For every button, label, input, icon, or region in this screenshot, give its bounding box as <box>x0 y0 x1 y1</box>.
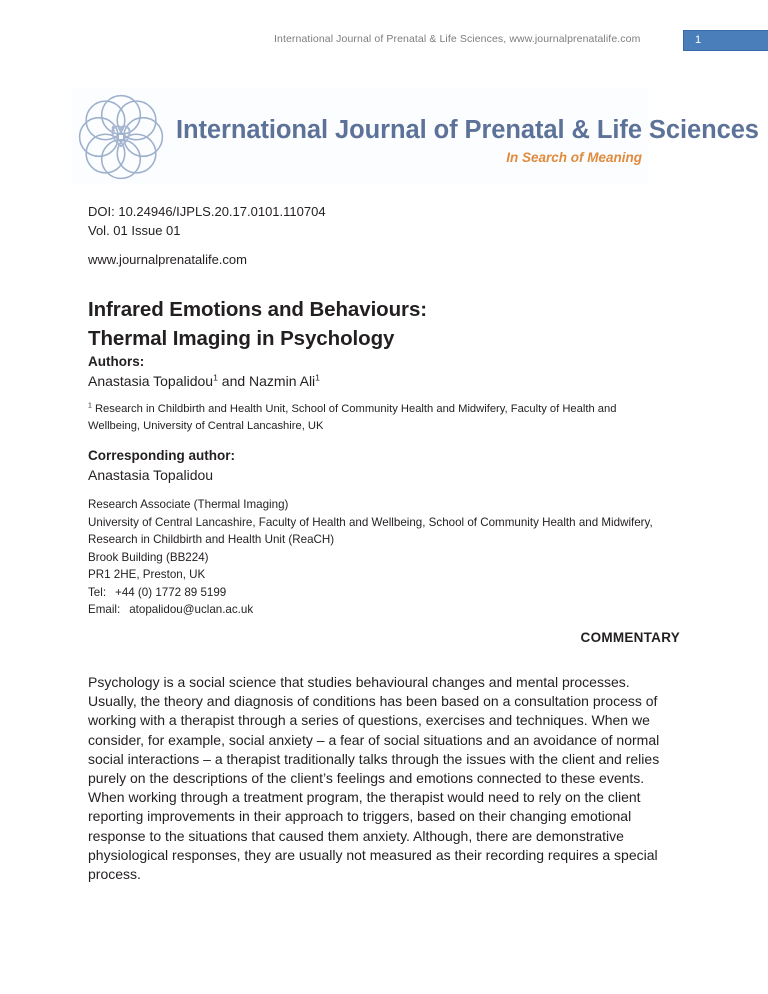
journal-website-line: www.journalprenatalife.com <box>88 252 247 267</box>
corresponding-author-contact-block <box>88 496 688 619</box>
telephone-value: +44 (0) 1772 89 5199 <box>115 585 227 599</box>
contact-postal-address: PR1 2HE, Preston, UK <box>88 568 206 581</box>
contact-building: Brook Building (BB224) <box>88 550 209 564</box>
author-name-2: Nazmin Ali <box>249 373 316 389</box>
author-2-affiliation-marker: 1 <box>315 372 320 383</box>
affiliation-text: Research in Childbirth and Health Unit, School of Community Health and Midwifery, Faculty of Health and Wellbeing, University of Central Lancashire, UK <box>88 403 617 432</box>
authors-label: Authors: <box>88 354 145 369</box>
masthead-tagline: In Search of Meaning <box>506 150 642 165</box>
journal-masthead <box>72 88 759 184</box>
author-name-1: Anastasia Topalidou <box>88 373 214 389</box>
email-value: atopalidou@uclan.ac.uk <box>129 603 254 616</box>
authors-names <box>88 371 320 391</box>
page-number-value: 1 <box>695 34 702 46</box>
page-header <box>0 30 768 52</box>
commentary-section-heading: COMMENTARY <box>580 630 680 645</box>
article-title-line-1: Infrared Emotions and Behaviours: <box>88 297 428 321</box>
article-title-line-2: Thermal Imaging in Psychology <box>88 326 395 350</box>
corresponding-author-label: Corresponding author: <box>88 448 235 463</box>
contact-role: Research Associate (Thermal Imaging) <box>88 498 289 511</box>
corresponding-author-name: Anastasia Topalidou <box>88 467 214 483</box>
publication-metadata <box>88 203 326 240</box>
article-title <box>88 295 688 353</box>
contact-telephone-line <box>88 584 688 602</box>
email-label: Email: <box>88 603 121 616</box>
author-conjunction: and <box>217 373 250 389</box>
telephone-label: Tel: <box>88 585 107 599</box>
masthead-journal-title: International Journal of Prenatal & Life Sciences <box>176 116 759 144</box>
contact-email-line <box>88 601 688 619</box>
affiliation-note <box>88 401 663 434</box>
affiliation-marker: 1 <box>88 402 92 410</box>
author-1-affiliation-marker: 1 <box>213 372 218 383</box>
rosette-heart-logo-icon <box>75 91 167 183</box>
running-header-text: International Journal of Prenatal & Life Sciences, www.journalprenatalife.com <box>274 33 641 45</box>
doi-line: DOI: 10.24946/IJPLS.20.17.0101.110704 <box>88 204 326 219</box>
commentary-paragraph: Psychology is a social science that studies behavioural changes and mental processes. Usually, the theory and diagnosis of conditions has been based on a consultation process of working with a therapist through a series of questions, exercises and techniques. When we consider, for example, social anxiety – a fear of social situations and an avoidance of normal social interactions – a therapist traditionally talks through the issues with the client and relies purely on the descriptions of the client’s feelings and emotions connected to these events. When working through a treatment program, the therapist would need to rely on the client reporting improvements in their approach to triggers, based on their changing emotional response to the situations that caused them anxiety. Although, there are demonstrative physiological responses, they are usually not measured as their recording requires a special process. <box>88 674 660 883</box>
contact-institution: University of Central Lancashire, Faculty of Health and Wellbeing, School of Community Health and Midwifery, Research in Childbirth and Health Unit (ReaCH) <box>88 515 653 546</box>
volume-issue-line: Vol. 01 Issue 01 <box>88 222 181 238</box>
page-number-badge <box>683 30 768 51</box>
